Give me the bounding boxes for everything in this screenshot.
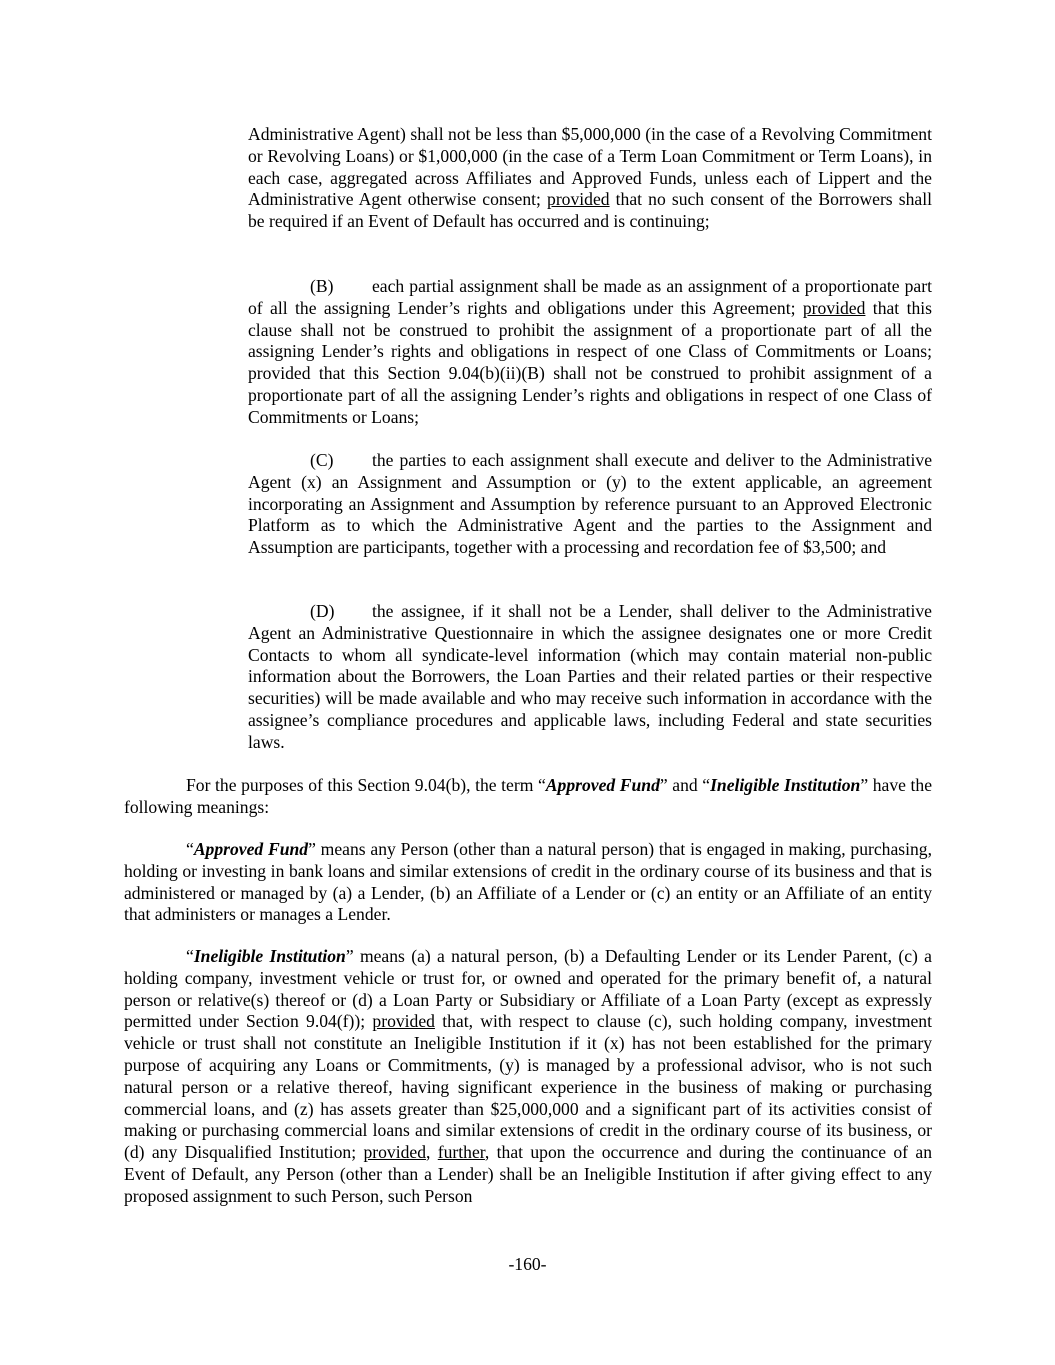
provided-underline: provided: [363, 1142, 427, 1163]
clause-d-paragraph: (D) the assignee, if it shall not be a Lender, shall deliver to the Administrative Agent an Administrative Questionnaire in which the assignee designates one or more Credit Contacts to whom all syndicate-level information (which may contain material non-public information about the Borrowers, the Loan Parties and their related parties or their respective securities) will be made available and who may receive such information in accordance with the assignee’s compliance procedures and applicable laws, including Federal and state securities laws.: [248, 601, 932, 752]
ineligible-institution-definition: “Ineligible Institution” means (a) a natural person, (b) a Defaulting Lender or its Lender Parent, (c) a holding company, investment vehicle or trust for, or owned and operated for the primary benefit of, a natural person or relative(s) thereof or (d) a Loan Party or Subsidiary or Affiliate of a Loan Party (except as expressly permitted under Section 9.04(f)); provided that, with respect to clause (c), such holding company, investment vehicle or trust shall not constitute an Ineligible Institution if it (x) has not been established for the primary purpose of acquiring any Loans or Commitments, (y) is managed by a professional advisor, who is not such natural person or a relative thereof, having significant experience in the business of making or purchasing commercial loans, and (z) has assets greater than $25,000,000 and a significant part of its activities consist of making or purchasing commercial loans and similar extensions of credit in the ordinary course of its business, or (d) any Disqualified Institution; provided, further, that upon the occurrence and during the continuance of an Event of Default, any Person (other than a Lender) shall be an Ineligible Institution if after giving effect to any proposed assignment to such Person, such Person: [124, 946, 932, 1206]
definitions-intro-paragraph: For the purposes of this Section 9.04(b), the term “Approved Fund” and “Ineligible Institution” have the following meanings:: [124, 775, 932, 817]
provided-underline: provided: [372, 1011, 435, 1032]
provided-underline: provided: [547, 189, 610, 210]
clause-b-label: (B): [310, 276, 334, 296]
clause-b-paragraph: (B) each partial assignment shall be made as an assignment of a proportionate part of all the assigning Lender’s rights and obligations under this Agreement; provided that this clause shall not be construed to prohibit the assignment of a proportionate part of all the assigning Lender’s rights and obligations in respect of one Class of Commitments or Loans; provided that this Section 9.04(b)(ii)(B) shall not be construed to prohibit assignment of a proportionate part of all the assigning Lender’s rights and obligations in respect of one Class of Commitments or Loans;: [248, 276, 932, 427]
paragraph-minimum-assignment: Administrative Agent) shall not be less than $5,000,000 (in the case of a Revolving Commitment or Revolving Loans) or $1,000,000 (in the case of a Term Loan Commitment or Term Loans), in each case, aggregated across Affiliates and Approved Funds, unless each of Lippert and the Administrative Agent otherwise consent; provided that no such consent of the Borrowers shall be required if an Event of Default has occurred and is continuing;: [248, 124, 932, 232]
provided-underline: provided: [802, 297, 866, 318]
clause-c-label: (C): [310, 450, 334, 470]
clause-d-label: (D): [310, 601, 335, 621]
defined-term-approved-fund: Approved Fund: [545, 775, 660, 795]
page-number: -160-: [508, 1254, 547, 1274]
approved-fund-definition: “Approved Fund” means any Person (other than a natural person) that is engaged in making, purchasing, holding or investing in bank loans and similar extensions of credit in the ordinary course of its business and that is administered or managed by (a) a Lender, (b) an Affiliate of a Lender or (c) an entity or an Affiliate of an entity that administers or manages a Lender.: [124, 839, 933, 925]
defined-term-ineligible-institution: Ineligible Institution: [193, 946, 346, 966]
further-underline: further: [437, 1142, 485, 1163]
defined-term-ineligible-institution: Ineligible Institution: [710, 775, 861, 795]
defined-term-approved-fund: Approved Fund: [193, 839, 309, 859]
clause-c-paragraph: (C) the parties to each assignment shall execute and deliver to the Administrative Agent (x) an Assignment and Assumption or (y) to the extent applicable, an agreement incorporating an Assignment and Assumption by reference pursuant to an Approved Electronic Platform as to which the Administrative Agent and the parties to the Assignment and Assumption are participants, together with a processing and recordation fee of $3,500; and: [248, 450, 932, 558]
